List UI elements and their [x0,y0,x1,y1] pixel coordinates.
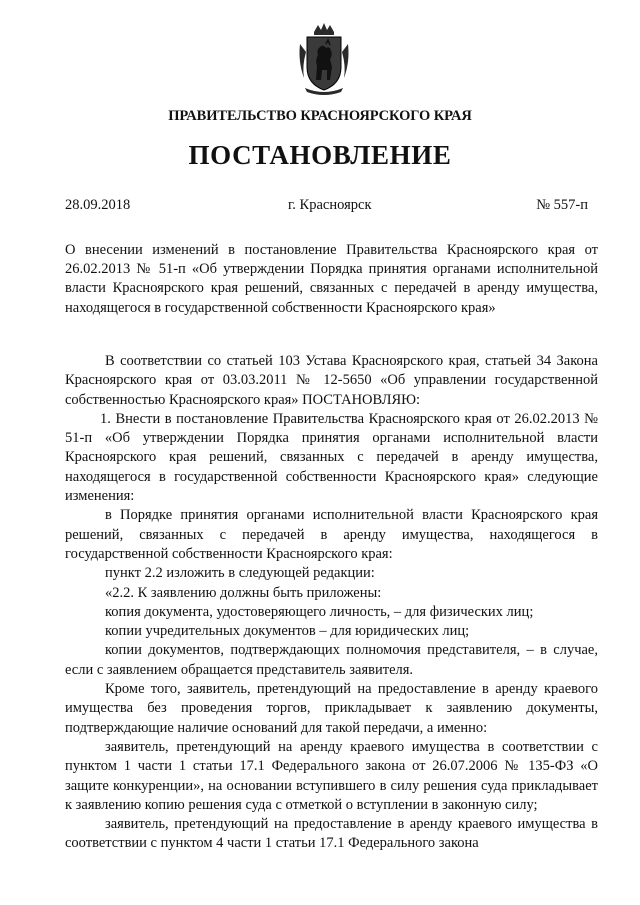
paragraph: Кроме того, заявитель, претендующий на предоставление в аренду краевого имущества без проведения торгов, прикладывает к заявлению документы, подтверждающие наличие оснований для такой передачи, а именно: [65,681,598,736]
document-subject: О внесении изменений в постановление Правительства Красноярского края от 26.02.2013 № 51-п «Об утверждении Порядка принятия органами исполнительной власти Красноярского края решений, связанных с передачей в аренду имущества, находящегося в государственной собственности Красноярского края» [65,242,598,316]
document-type-heading: ПОСТАНОВЛЕНИЕ [188,140,452,170]
paragraph: заявитель, претендующий на аренду краевого имущества в соответствии с пунктом 1 части 1 статьи 17.1 Федерального закона от 26.07.2006 № 135-ФЗ «О защите конкуренции», на основании вступившего в силу решения суда прикладывает к заявлению копию решения суда с отметкой о вступлении в законную силу; [65,738,598,813]
paragraph: пункт 2.2 изложить в следующей редакции: [105,565,375,582]
document-meta-row [65,197,588,217]
government-title: ПРАВИТЕЛЬСТВО КРАСНОЯРСКОГО КРАЯ [168,108,472,124]
krasnoyarsk-coat-of-arms-icon [296,22,352,96]
paragraph: заявитель, претендующий на предоставление в аренду краевого имущества в соответствии с пунктом 4 части 1 статьи 17.1 Федерального закона [65,816,598,852]
document-body [65,352,598,854]
paragraph: В соответствии со статьей 103 Устава Красноярского края, статьей 34 Закона Красноярского края от 03.03.2011 № 12-5650 «Об управлении государственной собственностью Красноярского края» ПОСТАНОВЛЯЮ: [65,353,598,408]
paragraph: копии учредительных документов – для юридических лиц; [105,623,470,640]
document-date: 28.09.2018 [65,197,131,213]
paragraph: в Порядке принятия органами исполнительной власти Красноярского края решений, связанных с передачей в аренду имущества, находящегося в государственной собственности Красноярского края: [65,507,598,562]
paragraph: копия документа, удостоверяющего личность, – для физических лиц; [105,603,534,620]
document-number: № 557-п [536,197,588,213]
paragraph: копии документов, подтверждающих полномочия представителя, – в случае, если с заявлением обращается представитель заявителя. [65,642,598,678]
paragraph: 1. Внести в постановление Правительства Красноярского края от 26.02.2013 № 51-п «Об утверждении Порядка принятия органами исполнительной власти Красноярского края решений, связанных с передачей в аренду имущества, находящегося в государственной собственности Красноярского края» следующие изменения: [65,410,598,505]
paragraph: «2.2. К заявлению должны быть приложены: [105,584,382,601]
document-city: г. Красноярск [288,197,372,213]
